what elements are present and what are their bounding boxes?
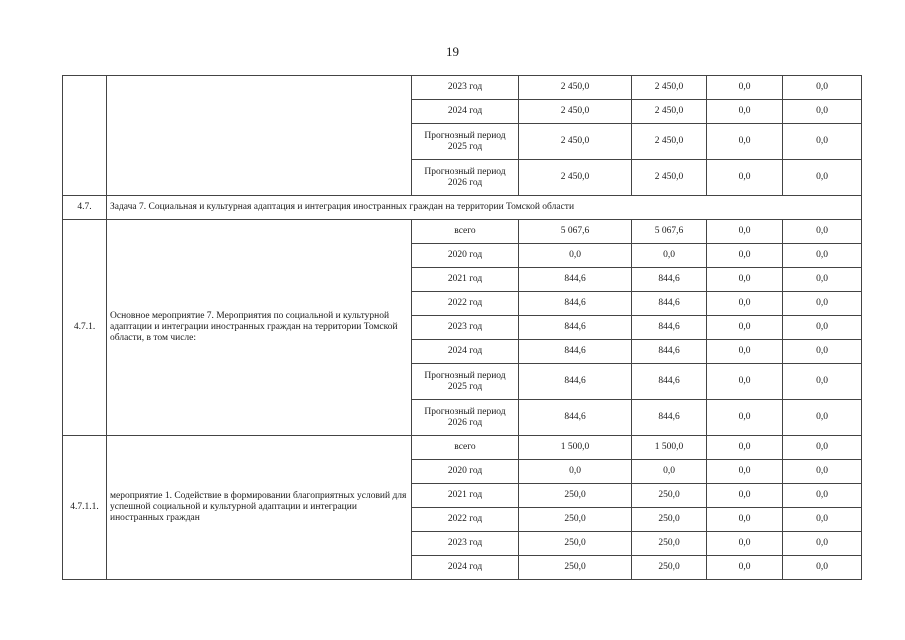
- total-cell: 2 450,0: [519, 76, 632, 100]
- value-cell: 0,0: [707, 484, 783, 508]
- value-cell: 0,0: [783, 400, 862, 436]
- value-cell: 0,0: [707, 532, 783, 556]
- value-cell: 2 450,0: [632, 160, 707, 196]
- value-cell: 844,6: [632, 400, 707, 436]
- value-cell: 0,0: [632, 460, 707, 484]
- value-cell: 844,6: [632, 364, 707, 400]
- period-cell: Прогнозный период 2025 год: [412, 124, 519, 160]
- period-cell: 2024 год: [412, 100, 519, 124]
- value-cell: 0,0: [632, 244, 707, 268]
- table-row: [63, 220, 862, 244]
- value-cell: 0,0: [783, 484, 862, 508]
- period-cell: 2022 год: [412, 508, 519, 532]
- budget-table: [62, 75, 862, 580]
- value-cell: 0,0: [707, 268, 783, 292]
- value-cell: 0,0: [707, 400, 783, 436]
- value-cell: 0,0: [707, 160, 783, 196]
- value-cell: 0,0: [707, 340, 783, 364]
- value-cell: 250,0: [632, 532, 707, 556]
- total-cell: 1 500,0: [519, 436, 632, 460]
- page-number: 19: [446, 44, 459, 59]
- total-cell: 250,0: [519, 484, 632, 508]
- period-cell: 2023 год: [412, 532, 519, 556]
- value-cell: 844,6: [632, 268, 707, 292]
- item-name: [107, 76, 412, 196]
- value-cell: 0,0: [783, 508, 862, 532]
- total-cell: 844,6: [519, 292, 632, 316]
- value-cell: 0,0: [707, 76, 783, 100]
- value-cell: 0,0: [707, 220, 783, 244]
- value-cell: 0,0: [783, 160, 862, 196]
- period-cell: 2023 год: [412, 76, 519, 100]
- period-cell: 2020 год: [412, 244, 519, 268]
- value-cell: 0,0: [783, 316, 862, 340]
- value-cell: 2 450,0: [632, 76, 707, 100]
- total-cell: 2 450,0: [519, 100, 632, 124]
- value-cell: 0,0: [783, 220, 862, 244]
- value-cell: 250,0: [632, 556, 707, 580]
- value-cell: 2 450,0: [632, 124, 707, 160]
- total-cell: 5 067,6: [519, 220, 632, 244]
- total-cell: 250,0: [519, 508, 632, 532]
- item-name: мероприятие 1. Содействие в формировании благоприятных условий для успешной социальной и культурной адаптации и интеграции иностранных граждан: [107, 436, 412, 580]
- value-cell: 844,6: [632, 316, 707, 340]
- value-cell: 0,0: [783, 124, 862, 160]
- total-cell: 844,6: [519, 340, 632, 364]
- total-cell: 844,6: [519, 400, 632, 436]
- total-cell: 844,6: [519, 316, 632, 340]
- value-cell: 0,0: [783, 76, 862, 100]
- period-cell: всего: [412, 436, 519, 460]
- item-number: 4.7.1.1.: [63, 436, 107, 580]
- value-cell: 0,0: [783, 244, 862, 268]
- value-cell: 0,0: [783, 268, 862, 292]
- period-cell: 2024 год: [412, 340, 519, 364]
- value-cell: 250,0: [632, 484, 707, 508]
- value-cell: 0,0: [783, 436, 862, 460]
- period-cell: 2021 год: [412, 268, 519, 292]
- total-cell: 0,0: [519, 460, 632, 484]
- value-cell: 0,0: [707, 556, 783, 580]
- value-cell: 844,6: [632, 292, 707, 316]
- period-cell: 2020 год: [412, 460, 519, 484]
- task-number: 4.7.: [63, 196, 107, 220]
- total-cell: 0,0: [519, 244, 632, 268]
- item-number: 4.7.1.: [63, 220, 107, 436]
- value-cell: 1 500,0: [632, 436, 707, 460]
- total-cell: 844,6: [519, 268, 632, 292]
- period-cell: Прогнозный период 2025 год: [412, 364, 519, 400]
- value-cell: 0,0: [707, 508, 783, 532]
- period-cell: 2022 год: [412, 292, 519, 316]
- period-cell: 2023 год: [412, 316, 519, 340]
- value-cell: 0,0: [707, 244, 783, 268]
- value-cell: 0,0: [783, 460, 862, 484]
- total-cell: 2 450,0: [519, 160, 632, 196]
- total-cell: 2 450,0: [519, 124, 632, 160]
- value-cell: 0,0: [783, 100, 862, 124]
- value-cell: 0,0: [707, 364, 783, 400]
- value-cell: 0,0: [707, 316, 783, 340]
- value-cell: 0,0: [783, 340, 862, 364]
- value-cell: 0,0: [707, 460, 783, 484]
- task-title: Задача 7. Социальная и культурная адаптация и интеграция иностранных граждан на территории Томской области: [107, 196, 862, 220]
- period-cell: 2024 год: [412, 556, 519, 580]
- value-cell: 5 067,6: [632, 220, 707, 244]
- period-cell: всего: [412, 220, 519, 244]
- value-cell: 0,0: [783, 532, 862, 556]
- value-cell: 0,0: [707, 436, 783, 460]
- total-cell: 250,0: [519, 532, 632, 556]
- value-cell: 250,0: [632, 508, 707, 532]
- item-name: Основное мероприятие 7. Мероприятия по социальной и культурной адаптации и интеграции иностранных граждан на территории Томской области, в том числе:: [107, 220, 412, 436]
- table-row: [63, 436, 862, 460]
- task-row: [63, 196, 862, 220]
- value-cell: 0,0: [783, 556, 862, 580]
- value-cell: 0,0: [707, 124, 783, 160]
- value-cell: 0,0: [707, 292, 783, 316]
- total-cell: 844,6: [519, 364, 632, 400]
- table-row: [63, 76, 862, 100]
- item-number: [63, 76, 107, 196]
- period-cell: 2021 год: [412, 484, 519, 508]
- value-cell: 2 450,0: [632, 100, 707, 124]
- value-cell: 0,0: [783, 364, 862, 400]
- total-cell: 250,0: [519, 556, 632, 580]
- value-cell: 0,0: [783, 292, 862, 316]
- value-cell: 844,6: [632, 340, 707, 364]
- value-cell: 0,0: [707, 100, 783, 124]
- period-cell: Прогнозный период 2026 год: [412, 400, 519, 436]
- period-cell: Прогнозный период 2026 год: [412, 160, 519, 196]
